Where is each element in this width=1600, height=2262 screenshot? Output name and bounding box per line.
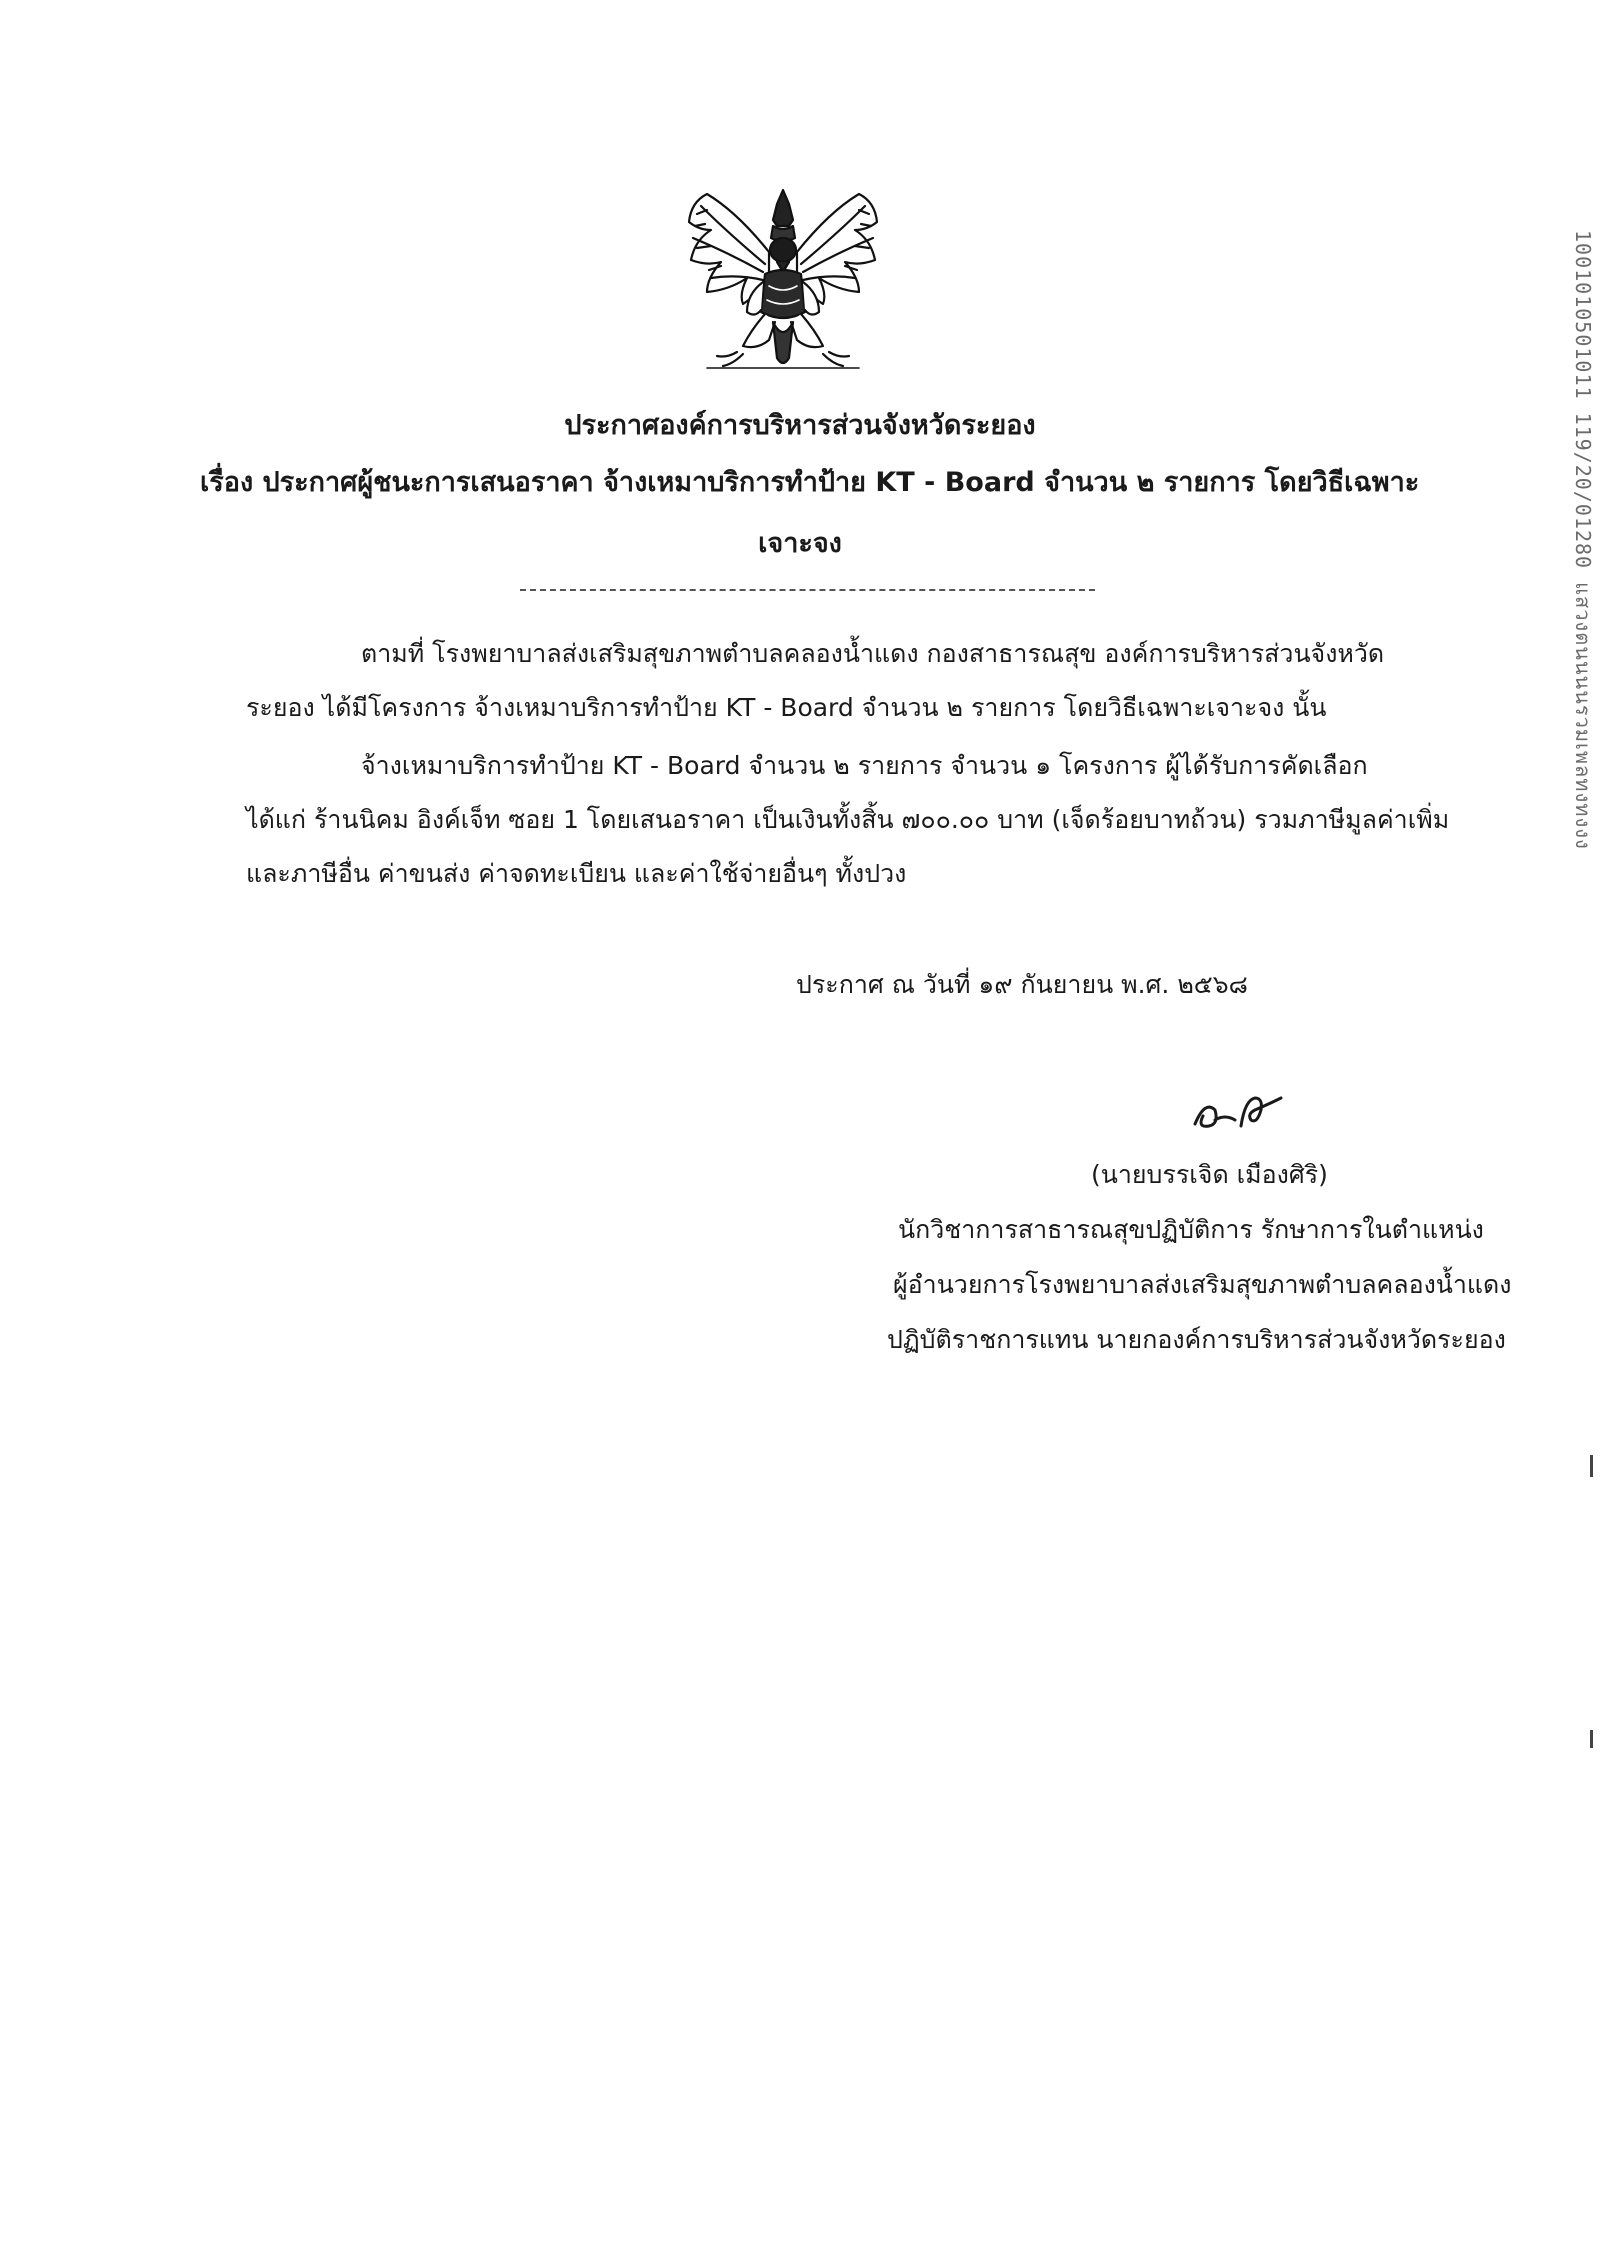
announcement-date: ประกาศ ณ วันที่ ๑๙ กันยายน พ.ศ. ๒๕๖๘ [796,970,1248,999]
handwritten-signature [1185,1080,1295,1140]
margin-stamp-text: 1001010501011 119/20/01280 แสวงตนนนนรวมเพลทงทงงง [1571,230,1595,850]
signatory-name: (นายบรรเจิด เมืองศิริ) [1091,1160,1328,1189]
signatory-position-line-3: ปฏิบัติราชการแทน นายกองค์การบริหารส่วนจังหวัดระยอง [887,1325,1506,1354]
body-paragraph-2-line-1: จ้างเหมาบริการทำป้าย KT - Board จำนวน ๒ รายการ จำนวน ๑ โครงการ ผู้ได้รับการคัดเลือก [361,751,1368,780]
signatory-position-line-1: นักวิชาการสาธารณสุขปฏิบัติการ รักษาการในตำแหน่ง [898,1215,1484,1244]
body-paragraph-2-line-2: ได้แก่ ร้านนิคม อิงค์เจ็ท ซอย 1 โดยเสนอราคา เป็นเงินทั้งสิ้น ๗๐๐.๐๐ บาท (เจ็ดร้อยบาทถ้วน) รวมภาษีมูลค่าเพิ่ม [246,805,1450,834]
document-title: ประกาศองค์การบริหารส่วนจังหวัดระยอง [564,410,1036,441]
body-paragraph-2-line-3: และภาษีอื่น ค่าขนส่ง ค่าจดทะเบียน และค่าใช้จ่ายอื่นๆ ทั้งปวง [246,859,907,888]
subject-line-1: เรื่อง ประกาศผู้ชนะการเสนอราคา จ้างเหมาบริการทำป้าย KT - Board จำนวน ๒ รายการ โดยวิธีเฉพาะ [200,467,1420,498]
body-paragraph-1-line-1: ตามที่ โรงพยาบาลส่งเสริมสุขภาพตำบลคลองน้ำแดง กองสาธารณสุข องค์การบริหารส่วนจังหวัด [361,639,1385,668]
edge-mark [1590,1455,1593,1477]
body-paragraph-1-line-2: ระยอง ได้มีโครงการ จ้างเหมาบริการทำป้าย KT - Board จำนวน ๒ รายการ โดยวิธีเฉพาะเจาะจง นั้น [246,693,1327,722]
edge-mark [1590,1730,1593,1748]
subject-line-2: เจาะจง [758,528,842,559]
signatory-position-line-2: ผู้อำนวยการโรงพยาบาลส่งเสริมสุขภาพตำบลคลองน้ำแดง [893,1270,1512,1299]
garuda-emblem-icon [677,182,889,378]
margin-stamp [1571,230,1600,1430]
separator-line [520,589,1095,591]
